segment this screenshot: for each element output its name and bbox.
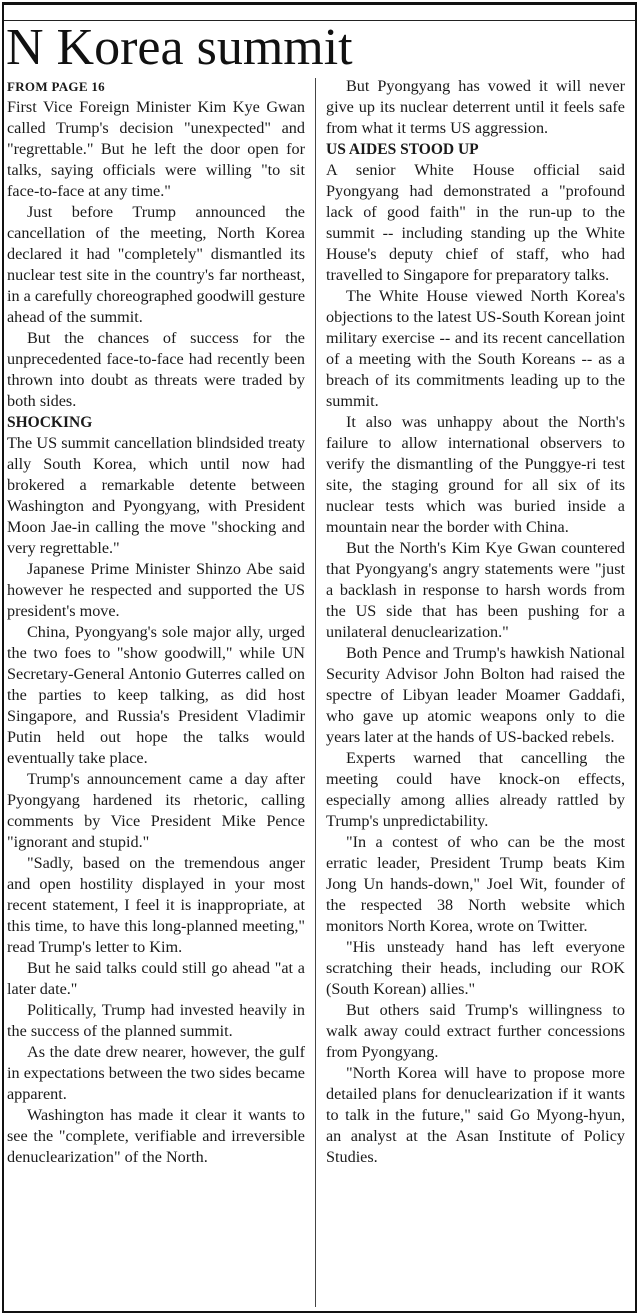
- article-column-right: [326, 76, 625, 1168]
- paragraph: "In a contest of who can be the most erratic leader, President Trump beats Kim Jong Un hands-down," Joel Wit, founder of the respected 38 North website which monitors North Korea, wrote on Twitter.: [326, 833, 625, 935]
- paragraph: Both Pence and Trump's hawkish National Security Advisor John Bolton had raised the spectre of Libyan leader Moamer Gaddafi, who gave up atomic weapons only to die years later at the hands of US-backed rebels.: [326, 644, 625, 746]
- paragraph: Washington has made it clear it wants to see the "complete, verifiable and irreversible denuclearization" of the North.: [7, 1106, 305, 1166]
- paragraph: But he said talks could still go ahead "at a later date.": [7, 959, 305, 998]
- subhead: US AIDES STOOD UP: [326, 141, 479, 158]
- paragraph: But others said Trump's willingness to walk away could extract further concessions from Pyongyang.: [326, 1001, 625, 1061]
- column-divider: [315, 78, 316, 1307]
- continued-from-label: FROM PAGE 16: [7, 79, 105, 94]
- paragraph: But the North's Kim Kye Gwan countered that Pyongyang's angry statements were "just a backlash in response to harsh words from the US side that has been pushing for a unilateral denuclearization.": [326, 539, 625, 641]
- paragraph: The US summit cancellation blindsided treaty ally South Korea, which until now had brokered a remarkable detente between Washington and Pyongyang, with President Moon Jae-in calling the move "shocking and very regrettable.": [7, 434, 305, 557]
- left-column-body: [7, 97, 305, 1168]
- paragraph: China, Pyongyang's sole major ally, urged the two foes to "show goodwill," while UN Secretary-General Antonio Guterres called on the parties to keep talking, as did host Singapore, and Russia's President Vladimir Putin held out hope the talks would eventually take place.: [7, 623, 305, 767]
- paragraph: But the chances of success for the unprecedented face-to-face had recently been thrown into doubt as threats were traded by both sides.: [7, 329, 305, 410]
- paragraph: "North Korea will have to propose more detailed plans for denuclearization if it wants to talk in the future," said Go Myong-hyun, an analyst at the Asan Institute of Policy Studies.: [326, 1064, 625, 1166]
- paragraph: First Vice Foreign Minister Kim Kye Gwan called Trump's decision "unexpected" and "regrettable." But he left the door open for talks, saying officials were willing "to sit face-to-face at any time.": [7, 98, 305, 200]
- article-column-left: [7, 76, 305, 1168]
- paragraph: Trump's announcement came a day after Pyongyang hardened its rhetoric, calling comments by Vice President Mike Pence "ignorant and stupid.": [7, 770, 305, 851]
- paragraph: But Pyongyang has vowed it will never give up its nuclear deterrent until it feels safe from what it terms US aggression.: [326, 77, 625, 137]
- paragraph: Experts warned that cancelling the meeting could have knock-on effects, especially among allies already rattled by Trump's unpredictability.: [326, 749, 625, 830]
- right-column-body: [326, 76, 625, 1168]
- paragraph: The White House viewed North Korea's objections to the latest US-South Korean joint military exercise -- and its recent cancellation of a meeting with the South Koreans -- as a breach of its commitments leading up to the summit.: [326, 287, 625, 410]
- paragraph: A senior White House official said Pyongyang had demonstrated a "profound lack of good faith" in the run-up to the summit -- including standing up the White House's deputy chief of staff, who had travelled to Singapore for preparatory talks.: [326, 161, 625, 284]
- paragraph: Politically, Trump had invested heavily in the success of the planned summit.: [7, 1001, 305, 1040]
- paragraph: "His unsteady hand has left everyone scratching their heads, including our ROK (South Korean) allies.": [326, 938, 625, 998]
- paragraph: Japanese Prime Minister Shinzo Abe said however he respected and supported the US president's move.: [7, 560, 305, 620]
- subhead: SHOCKING: [7, 414, 93, 431]
- headline: N Korea summit: [6, 19, 353, 76]
- paragraph: Just before Trump announced the cancellation of the meeting, North Korea declared it had "completely" dismantled its nuclear test site in the country's far northeast, in a carefully choreographed goodwill gesture ahead of the summit.: [7, 203, 306, 326]
- paragraph: "Sadly, based on the tremendous anger and open hostility displayed in your most recent statement, I feel it is inappropriate, at this time, to have this long-planned meeting," read Trump's letter to Kim.: [7, 854, 305, 956]
- paragraph: It also was unhappy about the North's failure to allow international observers to verify the dismantling of the Punggye-ri test site, the staging ground for all six of its nuclear tests which was buried inside a mountain near the border with China.: [326, 413, 625, 536]
- paragraph: As the date drew nearer, however, the gulf in expectations between the two sides became apparent.: [7, 1043, 305, 1103]
